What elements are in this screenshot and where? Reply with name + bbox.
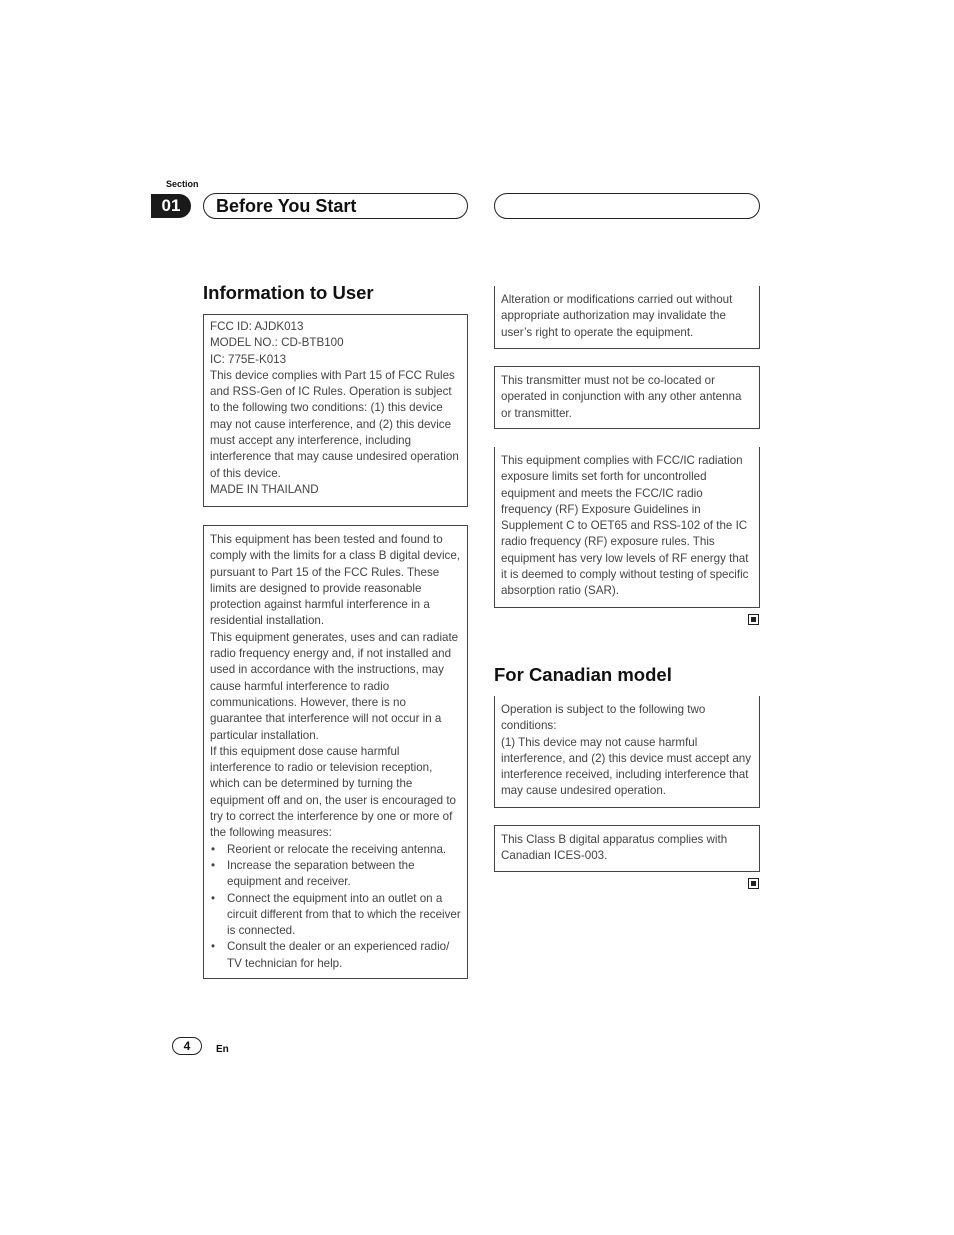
fcc-id-line: FCC ID: AJDK013 [210, 320, 304, 333]
canadian-model-heading: For Canadian model [494, 664, 672, 685]
class-b-paragraph-3: If this equipment dose cause harmful interference to radio or television reception, which can be determined by turning the equipment off and on, the user is encouraged to try to correct the interference by one or more of the following measures: [210, 744, 457, 840]
list-item: • Increase the separation between the equipment and receiver. [210, 858, 461, 891]
ices-compliance-text: This Class B digital apparatus complies with Canadian ICES-003. [501, 833, 728, 863]
section-label: Section [166, 179, 199, 189]
model-no-line: MODEL NO.: CD-BTB100 [210, 336, 344, 350]
end-of-section-icon [748, 614, 759, 625]
rf-exposure-text: This equipment complies with FCC/IC radiation exposure limits set forth for uncontrolled equipment and meets the FCC/IC radio frequency (RF) Exposure Guidelines in Supplement C to OET65 and RSS-102 of the IC radio frequency (RF) exposure rules. This equipment has very low levels of RF energy that it is deemed to comply without testing of specific absorption ratio (SAR). [501, 454, 749, 598]
modification-warning-box [494, 286, 760, 349]
class-b-paragraph-2: This equipment generates, uses and can radiate radio frequency energy and, if not installed and used in accordance with the instructions, may cause harmful interference to radio communications. However, there is no guarantee that interference will not occur in a particular installation. [210, 630, 459, 742]
ic-line: IC: 775E-K013 [210, 352, 287, 366]
section-number: 01 [151, 194, 191, 218]
canadian-conditions-box [494, 696, 760, 808]
class-b-notice-box [203, 525, 468, 979]
end-of-section-icon [748, 878, 759, 889]
canadian-conditions-intro: Operation is subject to the following two conditions: [501, 703, 706, 733]
page-number: 4 [172, 1037, 202, 1055]
list-item: • Consult the dealer or an experienced radio/ TV technician for help. [210, 939, 461, 972]
co-location-warning-box [494, 366, 760, 429]
chapter-title-frame-right [494, 193, 760, 219]
rf-exposure-box [494, 447, 760, 608]
interference-measures-list [210, 842, 461, 972]
fcc-info-box [203, 314, 468, 507]
co-location-warning-text: This transmitter must not be co-located or operated in conjunction with any other antenna or transmitter. [501, 374, 742, 420]
chapter-title: Before You Start [216, 196, 357, 216]
language-label: En [216, 1044, 229, 1055]
list-item: • Reorient or relocate the receiving antenna. [210, 842, 461, 858]
compliance-statement: This device complies with Part 15 of FCC Rules and RSS-Gen of IC Rules. Operation is subject to the following two conditions: (1) this device may not cause interference, and (2) this device must accept any interference, including interference that may cause undesired operation of this device. [210, 368, 459, 480]
ices-compliance-box [494, 825, 760, 872]
made-in-line: MADE IN THAILAND [210, 482, 319, 496]
class-b-paragraph-1: This equipment has been tested and found to comply with the limits for a class B digital device, pursuant to Part 15 of the FCC Rules. These limits are designed to provide reasonable protection against harmful interference in a residential installation. [210, 533, 461, 628]
canadian-conditions-text: (1) This device may not cause harmful interference, and (2) this device must accept any interference received, including interference that may cause undesired operation. [501, 735, 752, 798]
information-to-user-heading: Information to User [203, 282, 374, 303]
modification-warning-text: Alteration or modifications carried out without appropriate authorization may invalidate the user’s right to operate the equipment. [501, 293, 733, 339]
list-item: • Connect the equipment into an outlet on a circuit different from that to which the receiver is connected. [210, 891, 461, 940]
